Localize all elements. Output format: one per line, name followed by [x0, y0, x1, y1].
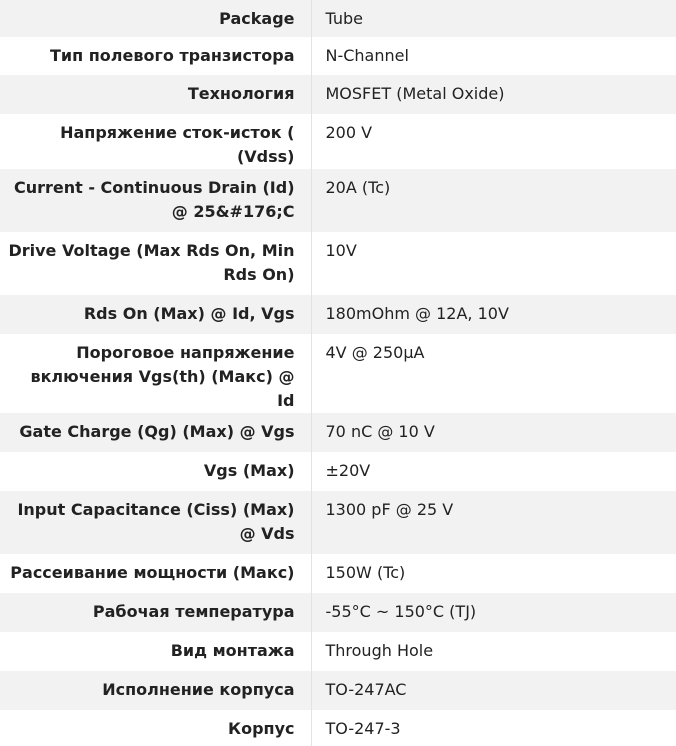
spec-value: 20A (Tc) [311, 169, 676, 232]
spec-label: Пороговое напряжение включения Vgs(th) (Макс) @ Id [0, 334, 311, 413]
spec-value: 10V [311, 232, 676, 295]
spec-label: Рабочая температура [0, 593, 311, 632]
spec-label: Тип полевого транзистора [0, 37, 311, 75]
spec-label: Input Capacitance (Ciss) (Max) @ Vds [0, 491, 311, 554]
spec-row-mounting-type [0, 632, 676, 671]
spec-row-power-dissipation [0, 554, 676, 593]
spec-row-package [0, 0, 676, 37]
spec-row-vgs-max [0, 452, 676, 491]
spec-label: Package [0, 0, 311, 37]
spec-row-gate-charge [0, 413, 676, 452]
spec-value: 150W (Tc) [311, 554, 676, 593]
spec-value: 200 V [311, 114, 676, 169]
spec-row-drive-voltage [0, 232, 676, 295]
spec-label: Gate Charge (Qg) (Max) @ Vgs [0, 413, 311, 452]
spec-value: 4V @ 250µA [311, 334, 676, 413]
spec-row-drain-current [0, 169, 676, 232]
spec-value: 1300 pF @ 25 V [311, 491, 676, 554]
spec-row-package-case [0, 671, 676, 710]
spec-row-supplier-package [0, 710, 676, 746]
spec-label: Корпус [0, 710, 311, 746]
spec-value: ±20V [311, 452, 676, 491]
spec-value: N-Channel [311, 37, 676, 75]
spec-label: Current - Continuous Drain (Id) @ 25&#176;C [0, 169, 311, 232]
spec-row-fet-type [0, 37, 676, 75]
spec-value: TO-247-3 [311, 710, 676, 746]
spec-row-rds-on [0, 295, 676, 334]
spec-label: Вид монтажа [0, 632, 311, 671]
spec-value: Tube [311, 0, 676, 37]
spec-label: Рассеивание мощности (Макс) [0, 554, 311, 593]
spec-row-vgs-th [0, 334, 676, 413]
spec-row-vdss [0, 114, 676, 169]
spec-label: Напряжение сток-исток ( (Vdss) [0, 114, 311, 169]
spec-label: Vgs (Max) [0, 452, 311, 491]
spec-value: MOSFET (Metal Oxide) [311, 75, 676, 114]
spec-value: TO-247AC [311, 671, 676, 710]
spec-row-technology [0, 75, 676, 114]
spec-row-operating-temp [0, 593, 676, 632]
spec-label: Исполнение корпуса [0, 671, 311, 710]
spec-label: Rds On (Max) @ Id, Vgs [0, 295, 311, 334]
spec-label: Drive Voltage (Max Rds On, Min Rds On) [0, 232, 311, 295]
spec-label: Технология [0, 75, 311, 114]
spec-row-input-capacitance [0, 491, 676, 554]
spec-value: 180mOhm @ 12A, 10V [311, 295, 676, 334]
spec-value: 70 nC @ 10 V [311, 413, 676, 452]
spec-value: Through Hole [311, 632, 676, 671]
spec-value: -55°C ~ 150°C (TJ) [311, 593, 676, 632]
